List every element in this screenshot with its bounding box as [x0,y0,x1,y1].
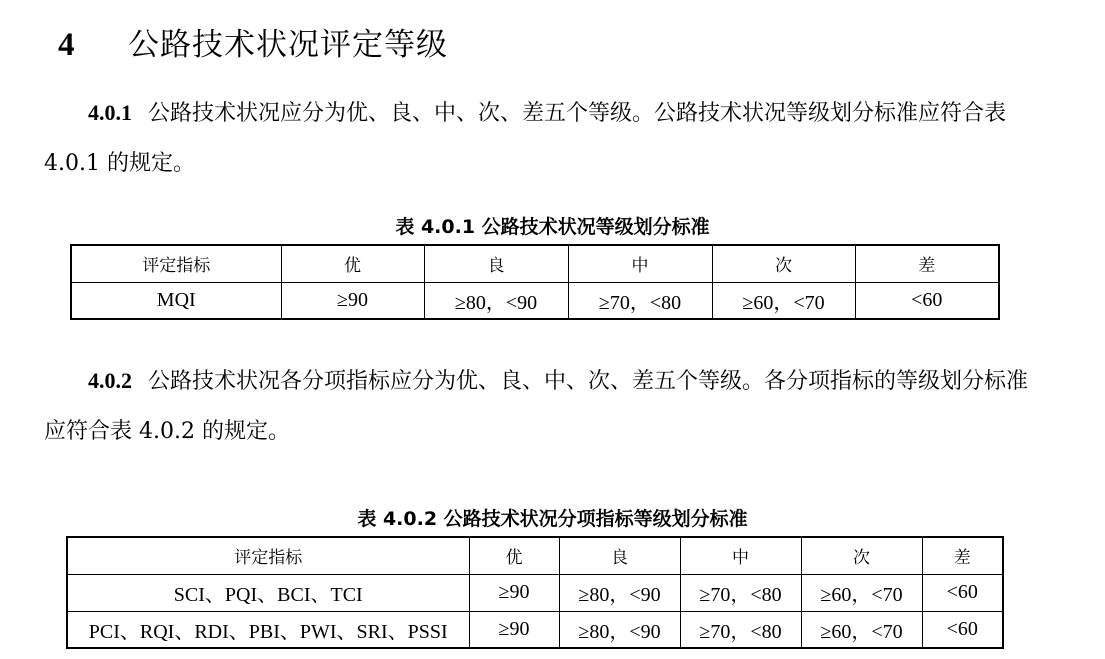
header-cell: 差 [855,245,999,282]
header-cell: 优 [469,537,559,574]
clause-number: 4.0.2 [88,368,132,393]
table-cell: ≥90 [469,611,559,648]
table-cell: <60 [855,282,999,319]
chapter-number: 4 [58,27,75,63]
header-cell: 优 [281,245,424,282]
table-cell: PCI、RQI、RDI、PBI、PWI、SRI、PSSI [67,611,469,648]
table-cell: ≥80，<90 [559,574,680,611]
table-cell: ≥70，<80 [568,282,712,319]
table-cell: SCI、PQI、BCI、TCI [67,574,469,611]
header-cell: 次 [801,537,922,574]
chapter-title: 公路技术状况评定等级 [128,27,448,63]
chapter-heading [58,22,448,68]
table-caption: 表 4.0.2 公路技术状况分项指标等级划分标准 [357,508,748,530]
table-cell: ≥70，<80 [680,611,801,648]
header-cell: 次 [712,245,855,282]
paragraph-text: 公路技术状况各分项指标应分为优、良、中、次、差五个等级。各分项指标的等级划分标准应符合表 4.0.2 的规定。 [44,369,1029,444]
header-cell: 中 [680,537,801,574]
header-cell: 差 [922,537,1003,574]
paragraph-text: 公路技术状况应分为优、良、中、次、差五个等级。公路技术状况等级划分标准应符合表 4.0.1 的规定。 [44,101,1007,176]
header-cell: 中 [568,245,712,282]
table-row [67,611,1003,648]
paragraph-4-0-2 [44,356,1034,457]
table-cell: <60 [922,611,1003,648]
paragraph-4-0-1 [44,88,1034,189]
table-caption: 表 4.0.1 公路技术状况等级划分标准 [395,216,710,238]
table-cell: ≥80，<90 [559,611,680,648]
table-cell: ≥80，<90 [424,282,568,319]
header-cell: 良 [424,245,568,282]
table-cell: ≥60，<70 [712,282,855,319]
table-cell: ≥70，<80 [680,574,801,611]
table-header-row [71,245,999,282]
table-cell: ≥60，<70 [801,574,922,611]
table-row [71,282,999,319]
table-cell: ≥90 [469,574,559,611]
table-cell: ≥60，<70 [801,611,922,648]
clause-number: 4.0.1 [88,100,132,125]
table-header-row [67,537,1003,574]
grade-table-4-0-1 [70,244,1000,320]
table-cell: MQI [71,282,281,319]
header-cell: 良 [559,537,680,574]
grade-table-4-0-2 [66,536,1004,649]
table-cell: ≥90 [281,282,424,319]
table-row [67,574,1003,611]
header-cell: 评定指标 [67,537,469,574]
table-cell: <60 [922,574,1003,611]
header-cell: 评定指标 [71,245,281,282]
